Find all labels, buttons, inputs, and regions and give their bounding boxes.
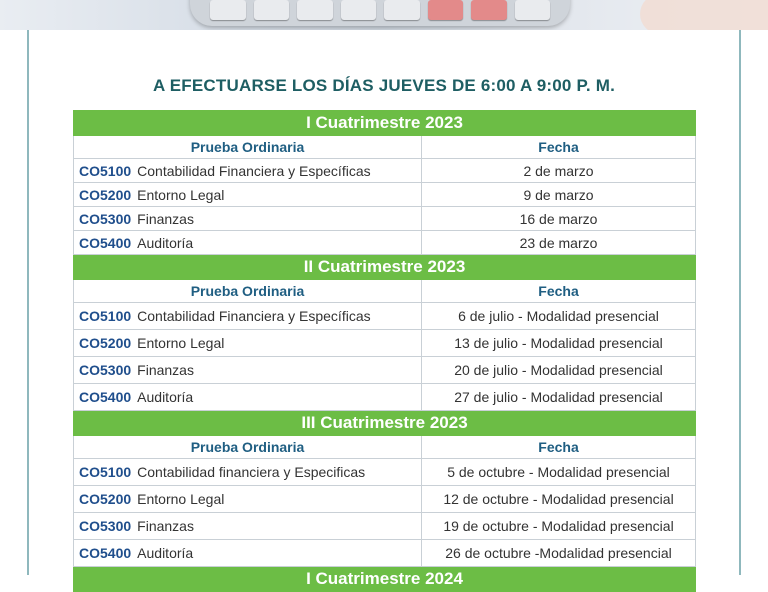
- course-cell: [74, 513, 422, 540]
- calculator-image: [190, 0, 570, 26]
- column-header-row: [74, 136, 696, 159]
- course-code: CO5300: [79, 518, 132, 534]
- column-header-fecha: Fecha: [422, 136, 696, 159]
- course-name: Entorno Legal: [137, 491, 225, 507]
- course-name: Entorno Legal: [137, 335, 225, 351]
- course-code: CO5400: [79, 389, 132, 405]
- course-name: Auditoría: [137, 389, 194, 405]
- course-cell: [74, 384, 422, 411]
- table-row: [74, 330, 696, 357]
- course-name: Finanzas: [137, 362, 194, 378]
- course-cell: [74, 486, 422, 513]
- date-cell: 2 de marzo: [422, 159, 696, 183]
- date-cell: 20 de julio - Modalidad presencial: [422, 357, 696, 384]
- course-name: Finanzas: [137, 518, 194, 534]
- course-name: Contabilidad financiera y Especificas: [137, 464, 366, 480]
- exam-schedule-table: [73, 110, 696, 592]
- course-cell: [74, 231, 422, 255]
- course-name: Contabilidad Financiera y Específicas: [137, 308, 371, 324]
- course-cell: [74, 330, 422, 357]
- term-title: I Cuatrimestre 2024: [74, 567, 696, 592]
- column-header-prueba: Prueba Ordinaria: [74, 280, 422, 303]
- term-header-row: [74, 255, 696, 280]
- date-cell: 27 de julio - Modalidad presencial: [422, 384, 696, 411]
- course-cell: [74, 159, 422, 183]
- table-row: [74, 183, 696, 207]
- course-cell: [74, 303, 422, 330]
- course-code: CO5300: [79, 210, 132, 227]
- column-header-fecha: Fecha: [422, 436, 696, 459]
- date-cell: 16 de marzo: [422, 207, 696, 231]
- course-name: Auditoría: [137, 234, 194, 251]
- date-cell: 13 de julio - Modalidad presencial: [422, 330, 696, 357]
- course-code: CO5200: [79, 335, 132, 351]
- column-header-fecha: Fecha: [422, 280, 696, 303]
- table-row: [74, 207, 696, 231]
- table-row: [74, 231, 696, 255]
- column-header-prueba: Prueba Ordinaria: [74, 136, 422, 159]
- date-cell: 23 de marzo: [422, 231, 696, 255]
- course-code: CO5200: [79, 186, 132, 203]
- course-code: CO5300: [79, 362, 132, 378]
- date-cell: 26 de octubre -Modalidad presencial: [422, 540, 696, 567]
- table-row: [74, 303, 696, 330]
- term-header-row: [74, 411, 696, 436]
- course-code: CO5100: [79, 464, 132, 480]
- column-header-row: [74, 436, 696, 459]
- term-header-row: [74, 567, 696, 592]
- table-row: [74, 357, 696, 384]
- term-header-row: [74, 111, 696, 136]
- date-cell: 12 de octubre - Modalidad presencial: [422, 486, 696, 513]
- course-name: Auditoría: [137, 545, 194, 561]
- course-code: CO5400: [79, 545, 132, 561]
- schedule-heading: A EFECTUARSE LOS DÍAS JUEVES DE 6:00 A 9:00 P. M.: [153, 76, 615, 95]
- table-row: [74, 540, 696, 567]
- course-name: Finanzas: [137, 210, 194, 227]
- course-cell: [74, 540, 422, 567]
- date-cell: 5 de octubre - Modalidad presencial: [422, 459, 696, 486]
- course-code: CO5400: [79, 234, 132, 251]
- course-name: Entorno Legal: [137, 186, 225, 203]
- table-row: [74, 486, 696, 513]
- course-code: CO5100: [79, 308, 132, 324]
- column-header-row: [74, 280, 696, 303]
- table-row: [74, 159, 696, 183]
- course-cell: [74, 357, 422, 384]
- course-cell: [74, 183, 422, 207]
- date-cell: 6 de julio - Modalidad presencial: [422, 303, 696, 330]
- course-cell: [74, 207, 422, 231]
- course-code: CO5200: [79, 491, 132, 507]
- course-name: Contabilidad Financiera y Específicas: [137, 162, 371, 179]
- table-row: [74, 384, 696, 411]
- table-row: [74, 459, 696, 486]
- column-header-prueba: Prueba Ordinaria: [74, 436, 422, 459]
- date-cell: 19 de octubre - Modalidad presencial: [422, 513, 696, 540]
- table-row: [74, 513, 696, 540]
- term-title: II Cuatrimestre 2023: [74, 255, 696, 280]
- course-code: CO5100: [79, 162, 132, 179]
- header-banner-image: [0, 0, 768, 30]
- term-title: III Cuatrimestre 2023: [74, 411, 696, 436]
- term-title: I Cuatrimestre 2023: [74, 111, 696, 136]
- course-cell: [74, 459, 422, 486]
- date-cell: 9 de marzo: [422, 183, 696, 207]
- hand-image: [640, 0, 768, 30]
- frame-border-right: [739, 30, 741, 575]
- frame-border-left: [27, 30, 29, 575]
